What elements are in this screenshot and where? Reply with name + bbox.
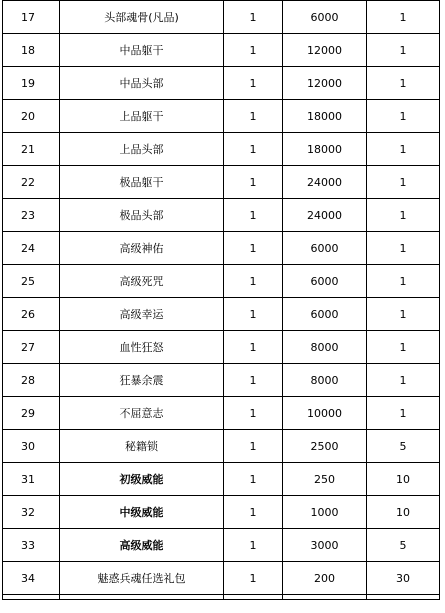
limit-cell: 10 bbox=[367, 463, 440, 496]
quantity-cell: 1 bbox=[224, 166, 283, 199]
price-cell: 8000 bbox=[283, 331, 367, 364]
quantity-cell: 1 bbox=[224, 298, 283, 331]
item-name-cell: 中级威能 bbox=[60, 496, 224, 529]
table-row bbox=[3, 463, 440, 496]
row-number-cell: 32 bbox=[3, 496, 60, 529]
item-name-cell: 魅惑兵魂任选礼包 bbox=[60, 562, 224, 595]
table-row-partial bbox=[3, 595, 440, 600]
quantity-cell: 1 bbox=[224, 100, 283, 133]
item-name-cell: 高级死咒 bbox=[60, 265, 224, 298]
quantity-cell: 1 bbox=[224, 562, 283, 595]
spreadsheet-table-wrapper bbox=[2, 0, 439, 600]
price-cell: 6000 bbox=[283, 1, 367, 34]
item-name-cell: 血性狂怒 bbox=[60, 331, 224, 364]
row-number-cell: 20 bbox=[3, 100, 60, 133]
item-name-cell: 极品头部 bbox=[60, 199, 224, 232]
table-row bbox=[3, 34, 440, 67]
table-cell bbox=[283, 595, 367, 600]
table-row bbox=[3, 496, 440, 529]
limit-cell: 5 bbox=[367, 430, 440, 463]
quantity-cell: 1 bbox=[224, 529, 283, 562]
item-name-cell: 中品头部 bbox=[60, 67, 224, 100]
price-cell: 24000 bbox=[283, 166, 367, 199]
quantity-cell: 1 bbox=[224, 67, 283, 100]
row-number-cell: 28 bbox=[3, 364, 60, 397]
price-cell: 2500 bbox=[283, 430, 367, 463]
row-number-cell: 30 bbox=[3, 430, 60, 463]
item-name-cell: 头部魂骨(凡品) bbox=[60, 1, 224, 34]
table-row bbox=[3, 364, 440, 397]
limit-cell: 1 bbox=[367, 133, 440, 166]
quantity-cell: 1 bbox=[224, 34, 283, 67]
row-number-cell: 34 bbox=[3, 562, 60, 595]
limit-cell: 1 bbox=[367, 397, 440, 430]
limit-cell: 1 bbox=[367, 100, 440, 133]
table-row bbox=[3, 529, 440, 562]
price-cell: 10000 bbox=[283, 397, 367, 430]
limit-cell: 1 bbox=[367, 1, 440, 34]
price-cell: 250 bbox=[283, 463, 367, 496]
quantity-cell: 1 bbox=[224, 364, 283, 397]
row-number-cell: 18 bbox=[3, 34, 60, 67]
quantity-cell: 1 bbox=[224, 397, 283, 430]
price-cell: 18000 bbox=[283, 133, 367, 166]
table-cell bbox=[3, 595, 60, 600]
item-name-cell: 秘籍锁 bbox=[60, 430, 224, 463]
item-name-cell: 不屈意志 bbox=[60, 397, 224, 430]
item-name-cell: 高级神佑 bbox=[60, 232, 224, 265]
price-cell: 18000 bbox=[283, 100, 367, 133]
table-cell bbox=[60, 595, 224, 600]
item-name-cell: 初级威能 bbox=[60, 463, 224, 496]
price-cell: 3000 bbox=[283, 529, 367, 562]
limit-cell: 1 bbox=[367, 199, 440, 232]
table-row bbox=[3, 397, 440, 430]
table-body bbox=[3, 1, 440, 600]
price-cell: 200 bbox=[283, 562, 367, 595]
table-cell bbox=[224, 595, 283, 600]
row-number-cell: 27 bbox=[3, 331, 60, 364]
row-number-cell: 26 bbox=[3, 298, 60, 331]
limit-cell: 1 bbox=[367, 67, 440, 100]
limit-cell: 1 bbox=[367, 232, 440, 265]
table-row bbox=[3, 67, 440, 100]
limit-cell: 1 bbox=[367, 331, 440, 364]
quantity-cell: 1 bbox=[224, 199, 283, 232]
table-cell bbox=[367, 595, 440, 600]
quantity-cell: 1 bbox=[224, 331, 283, 364]
row-number-cell: 24 bbox=[3, 232, 60, 265]
price-cell: 6000 bbox=[283, 298, 367, 331]
quantity-cell: 1 bbox=[224, 496, 283, 529]
limit-cell: 10 bbox=[367, 496, 440, 529]
item-name-cell: 上品躯干 bbox=[60, 100, 224, 133]
price-cell: 12000 bbox=[283, 67, 367, 100]
price-cell: 24000 bbox=[283, 199, 367, 232]
limit-cell: 30 bbox=[367, 562, 440, 595]
row-number-cell: 17 bbox=[3, 1, 60, 34]
quantity-cell: 1 bbox=[224, 232, 283, 265]
table-row bbox=[3, 562, 440, 595]
table-row bbox=[3, 166, 440, 199]
table-row bbox=[3, 298, 440, 331]
limit-cell: 1 bbox=[367, 298, 440, 331]
table-row bbox=[3, 133, 440, 166]
quantity-cell: 1 bbox=[224, 1, 283, 34]
table-row bbox=[3, 232, 440, 265]
item-price-table bbox=[2, 0, 440, 600]
limit-cell: 1 bbox=[367, 265, 440, 298]
price-cell: 8000 bbox=[283, 364, 367, 397]
row-number-cell: 29 bbox=[3, 397, 60, 430]
table-row bbox=[3, 199, 440, 232]
row-number-cell: 19 bbox=[3, 67, 60, 100]
table-row bbox=[3, 1, 440, 34]
price-cell: 1000 bbox=[283, 496, 367, 529]
item-name-cell: 极品躯干 bbox=[60, 166, 224, 199]
item-name-cell: 高级威能 bbox=[60, 529, 224, 562]
quantity-cell: 1 bbox=[224, 133, 283, 166]
row-number-cell: 31 bbox=[3, 463, 60, 496]
item-name-cell: 中品躯干 bbox=[60, 34, 224, 67]
price-cell: 12000 bbox=[283, 34, 367, 67]
limit-cell: 1 bbox=[367, 364, 440, 397]
limit-cell: 5 bbox=[367, 529, 440, 562]
price-cell: 6000 bbox=[283, 265, 367, 298]
row-number-cell: 21 bbox=[3, 133, 60, 166]
table-row bbox=[3, 265, 440, 298]
row-number-cell: 22 bbox=[3, 166, 60, 199]
row-number-cell: 33 bbox=[3, 529, 60, 562]
item-name-cell: 狂暴余震 bbox=[60, 364, 224, 397]
limit-cell: 1 bbox=[367, 166, 440, 199]
price-cell: 6000 bbox=[283, 232, 367, 265]
quantity-cell: 1 bbox=[224, 463, 283, 496]
quantity-cell: 1 bbox=[224, 430, 283, 463]
table-row bbox=[3, 100, 440, 133]
row-number-cell: 23 bbox=[3, 199, 60, 232]
item-name-cell: 高级幸运 bbox=[60, 298, 224, 331]
row-number-cell: 25 bbox=[3, 265, 60, 298]
table-row bbox=[3, 331, 440, 364]
quantity-cell: 1 bbox=[224, 265, 283, 298]
limit-cell: 1 bbox=[367, 34, 440, 67]
item-name-cell: 上品头部 bbox=[60, 133, 224, 166]
table-row bbox=[3, 430, 440, 463]
